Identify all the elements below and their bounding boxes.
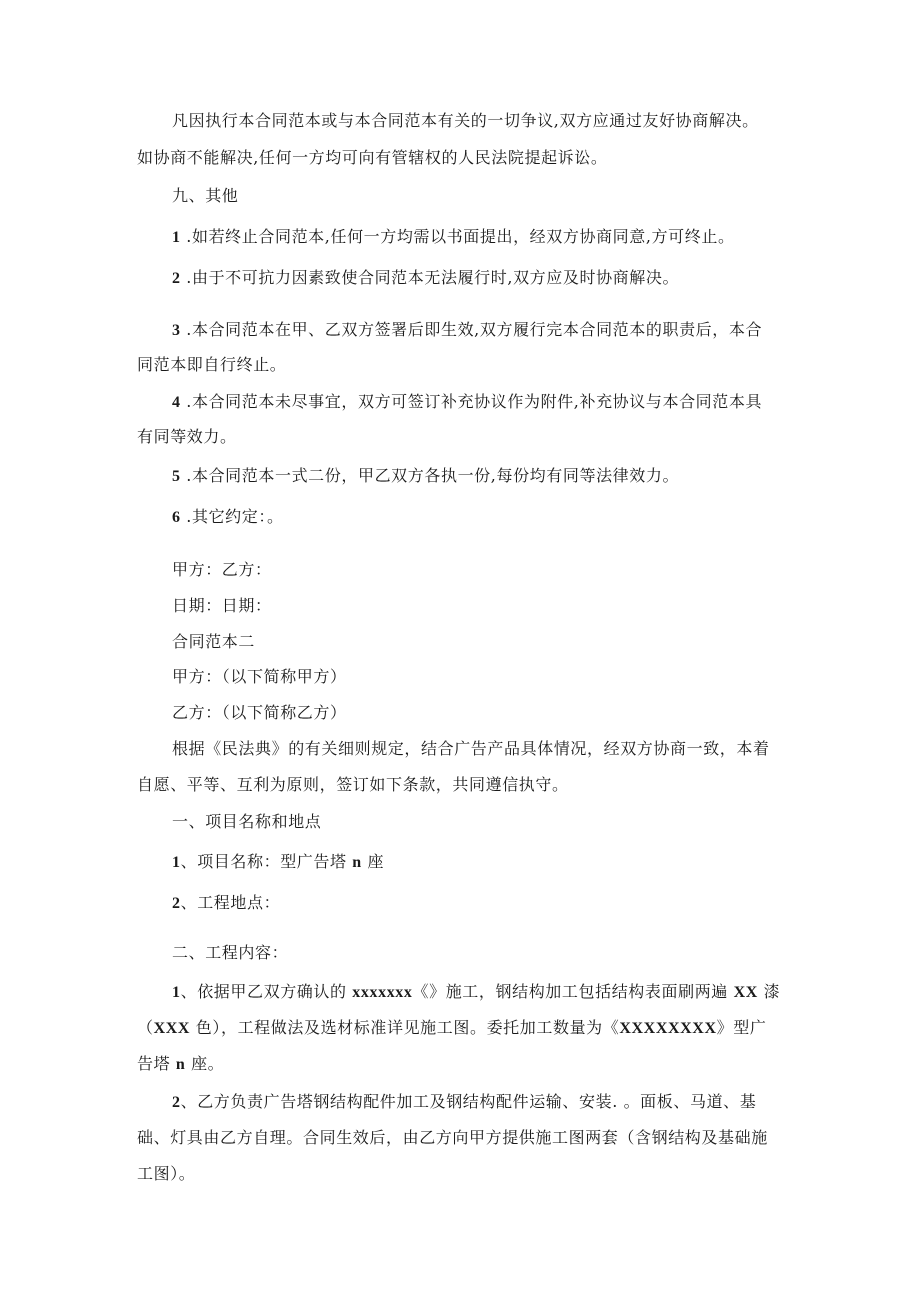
item-text: 》型广 <box>716 1018 767 1037</box>
section-2-title: 二、工程内容： <box>172 943 289 962</box>
signature-parties-line <box>172 560 822 580</box>
item-number: 2 <box>172 895 181 912</box>
contract-2-title <box>172 632 822 652</box>
item-text-bold: n <box>175 1056 186 1073</box>
section-2-item-2-cont-1 <box>137 1128 787 1148</box>
item-text: （ <box>137 1018 154 1037</box>
item-number: 1 <box>172 854 181 871</box>
section-9-item-3-cont <box>137 355 787 375</box>
item-text: .本合同范本一式二份，甲乙双方各执一份,每份均有同等法律效力。 <box>180 466 680 485</box>
signature-dates-line <box>172 596 822 616</box>
item-text: 础、灯具由乙方自理。合同生效后，由乙方向甲方提供施工图两套（含钢结构及基础施 <box>137 1128 768 1147</box>
section-2-item-2-cont-2 <box>137 1164 787 1184</box>
item-text: 、乙方负责广告塔钢结构配件加工及钢结构配件运输、安装. 。面板、马道、基 <box>180 1092 757 1111</box>
item-text: 、依据甲乙双方确认的 <box>180 982 353 1001</box>
section-9-item-3 <box>172 320 822 341</box>
party-a-text: 甲方：（以下简称甲方） <box>172 667 347 686</box>
item-number: 1 <box>172 229 181 246</box>
item-text: .其它约定：。 <box>180 507 284 526</box>
item-text: 座。 <box>185 1054 225 1073</box>
item-number: 6 <box>172 509 181 526</box>
contract-2-title-text: 合同范本二 <box>172 632 256 651</box>
signature-parties: 甲方：乙方： <box>172 560 272 579</box>
item-text: .由于不可抗力因素致使合同范本无法履行时,双方应及时协商解决。 <box>180 268 680 287</box>
section-9-item-6 <box>172 507 822 528</box>
section-9-item-1 <box>172 227 822 248</box>
item-text: 、项目名称：型广告塔 <box>180 852 353 871</box>
item-number: 3 <box>172 322 181 339</box>
section-9-item-5 <box>172 466 822 487</box>
item-text: 色），工程做法及选材标准详见施工图。委托加工数量为《 <box>190 1018 620 1037</box>
item-text-cont: 有同等效力。 <box>137 427 237 446</box>
item-text: 座 <box>361 852 385 871</box>
section-9-item-4-cont <box>137 427 787 447</box>
dispute-paragraph-line-2 <box>137 148 787 168</box>
dispute-text-1: 凡因执行本合同范本或与本合同范本有关的一切争议,双方应通过友好协商解决。 <box>172 111 759 130</box>
party-b-line <box>172 703 822 723</box>
item-text: 漆 <box>757 982 781 1001</box>
item-text: 告塔 <box>137 1054 176 1073</box>
item-text-bold: n <box>352 854 362 871</box>
section-9-item-4 <box>172 392 822 413</box>
item-text: .本合同范本未尽事宜，双方可签订补充协议作为附件,补充协议与本合同范本具 <box>180 392 763 411</box>
item-text: 、工程地点： <box>180 893 281 912</box>
section-2-item-1 <box>172 982 822 1003</box>
item-text: 工图）。 <box>137 1164 196 1183</box>
item-text-bold: XXX <box>153 1020 191 1037</box>
item-text-bold: XXXXXXXX <box>619 1020 717 1037</box>
item-number: 1 <box>172 984 181 1001</box>
intro-paragraph-line-1 <box>172 739 822 759</box>
item-number: 2 <box>172 1094 181 1111</box>
section-9-item-2 <box>172 268 822 289</box>
section-2-item-2 <box>172 1092 822 1113</box>
dispute-paragraph-line-1 <box>172 111 822 131</box>
item-text-bold: xxxxxxx <box>352 984 413 1001</box>
section-9-heading <box>172 186 822 206</box>
party-a-line <box>172 667 822 687</box>
section-1-item-1 <box>172 852 822 873</box>
intro-text-2: 自愿、平等、互利为原则，签订如下条款，共同遵信执守。 <box>137 775 569 794</box>
section-2-item-1-cont-2 <box>137 1054 787 1075</box>
section-1-item-2 <box>172 893 822 914</box>
item-number: 4 <box>172 394 181 411</box>
dispute-text-2: 如协商不能解决,任何一方均可向有管辖权的人民法院提起诉讼。 <box>137 148 608 167</box>
item-number: 5 <box>172 468 181 485</box>
section-9-title: 九、其他 <box>172 186 239 205</box>
section-2-item-1-cont-1 <box>137 1018 787 1039</box>
signature-dates: 日期：日期： <box>172 596 272 615</box>
intro-text-1: 根据《民法典》的有关细则规定，结合广告产品具体情况，经双方协商一致，本着 <box>172 739 770 758</box>
item-text-cont: 同范本即自行终止。 <box>137 355 287 374</box>
section-1-heading <box>172 812 822 832</box>
section-1-title: 一、项目名称和地点 <box>172 812 322 831</box>
party-b-text: 乙方：（以下简称乙方） <box>172 703 347 722</box>
item-text: .如若终止合同范本,任何一方均需以书面提出，经双方协商同意,方可终止。 <box>180 227 735 246</box>
item-text: 《》施工，钢结构加工包括结构表面刷两遍 <box>412 982 734 1001</box>
item-text: .本合同范本在甲、乙双方签署后即生效,双方履行完本合同范本的职责后，本合 <box>180 320 763 339</box>
item-number: 2 <box>172 270 181 287</box>
intro-paragraph-line-2 <box>137 775 787 795</box>
section-2-heading <box>172 943 822 963</box>
item-text-bold: XX <box>733 984 758 1001</box>
